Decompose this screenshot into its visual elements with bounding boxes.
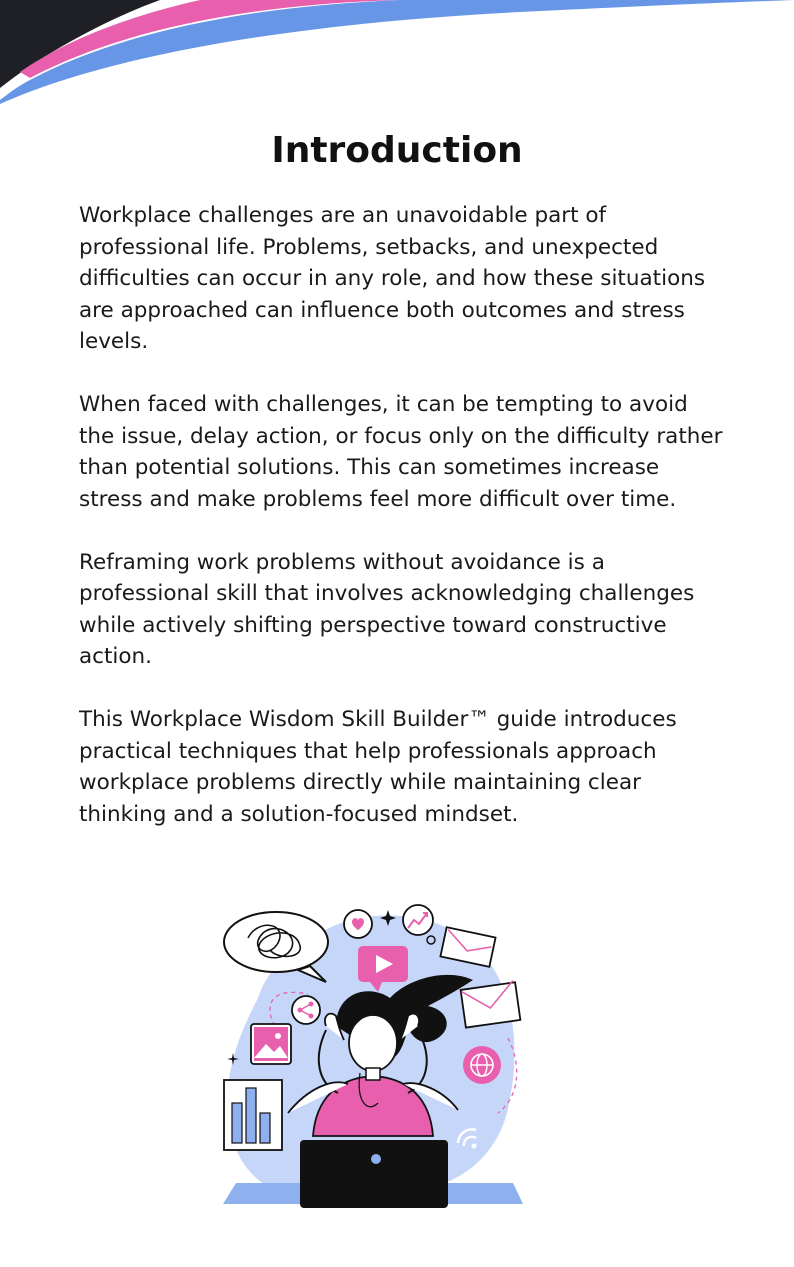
intro-body	[79, 200, 729, 862]
intro-paragraph-3: Reframing work problems without avoidance is a professional skill that involves acknowledging challenges while actively shifting perspective toward constructive action.	[79, 549, 695, 669]
stressed-worker-illustration	[218, 898, 528, 1208]
share-icon	[292, 996, 320, 1024]
trend-chart-icon	[403, 905, 433, 935]
globe-icon	[463, 1046, 501, 1084]
laptop	[300, 1140, 448, 1208]
image-icon	[251, 1024, 291, 1064]
bar-chart-card	[224, 1080, 282, 1150]
intro-paragraph-4: This Workplace Wisdom Skill Builder™ guide introduces practical techniques that help professionals approach workplace problems directly while maintaining clear thinking and a solution-focused mindset.	[79, 707, 677, 827]
intro-paragraph-2: When faced with challenges, it can be tempting to avoid the issue, delay action, or focus only on the difficulty rather than potential solutions. This can sometimes increase stress and make problems feel more difficult over time.	[79, 392, 723, 512]
intro-paragraph-1: Workplace challenges are an unavoidable part of professional life. Problems, setbacks, and unexpected difficulties can occur in any role, and how these situations are approached can influence both outcomes and stress levels.	[79, 203, 706, 354]
header-swoosh	[0, 0, 794, 120]
page-title: Introduction	[271, 130, 523, 171]
heart-icon	[344, 910, 372, 938]
tangled-thought-bubble	[224, 912, 328, 982]
